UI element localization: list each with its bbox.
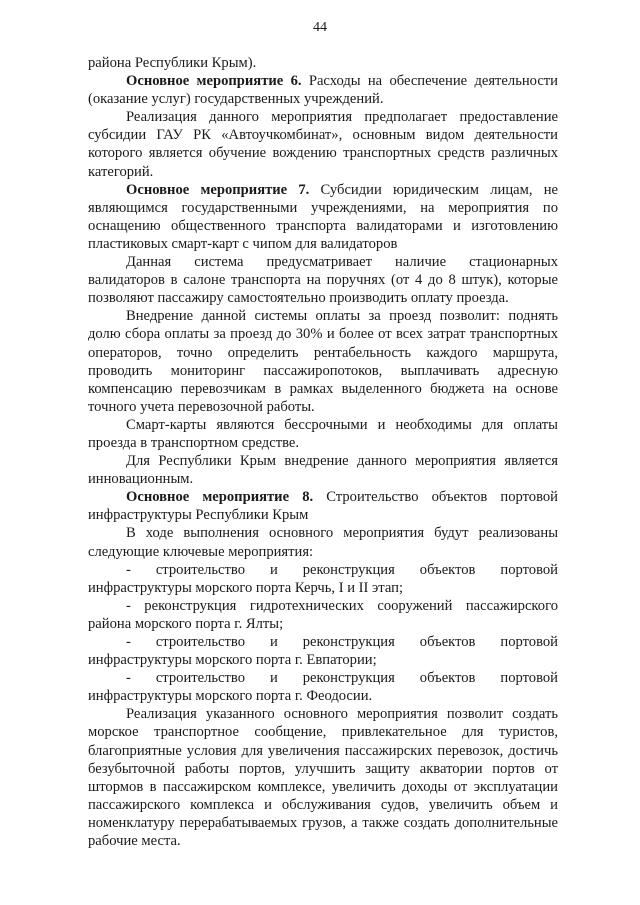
page-number: 44 <box>313 20 327 35</box>
paragraph-key-measures-intro <box>88 524 558 560</box>
paragraph-text: В ходе выполнения основного мероприятия будут реализованы следующие ключевые мероприятия: <box>88 525 558 560</box>
paragraph-text: района Республики Крым). <box>88 55 257 71</box>
paragraph-measure-7 <box>88 181 558 253</box>
list-item-text: - строительство и реконструкция объектов портовой инфраструктуры морского порта г. Евпатории; <box>88 634 558 669</box>
paragraph-subsidy-autoschool <box>88 108 558 180</box>
paragraph-text: Строительство объектов портовой инфраструктуры Республики Крым <box>88 489 558 524</box>
paragraph-system-benefits <box>88 307 558 416</box>
paragraph-validators <box>88 253 558 307</box>
paragraph-innovation <box>88 452 558 488</box>
document-body <box>88 54 558 850</box>
paragraph-measure-6 <box>88 72 558 108</box>
paragraph-text: Для Республики Крым внедрение данного мероприятия является инновационным. <box>88 453 558 488</box>
list-item-kerch <box>88 561 558 597</box>
list-item-text: - строительство и реконструкция объектов портовой инфраструктуры морского порта г. Феодосии. <box>88 670 558 705</box>
measure-heading: Основное мероприятие 6. <box>126 73 302 90</box>
paragraph-text: Внедрение данной системы оплаты за проезд позволит: поднять долю сбора оплаты за проезд до 30% и более от всех затрат транспортных операторов, точно определить рентабельность каждого маршрута, проводить мониторинг пассажиропотоков, выплачивать адресную компенсацию перевозчикам в рамках выделенного бюджета на основе точного учета перевозочной работы. <box>88 308 558 415</box>
list-item-text: - строительство и реконструкция объектов портовой инфраструктуры морского порта Керчь, I и II этап; <box>88 561 558 596</box>
paragraph-text: Реализация указанного основного мероприятия позволит создать морское транспортное сообщение, привлекательное для туристов, благоприятные условия для увеличения пассажирских перевозок, достичь безубыточной работы портов, улучшить защиту акватории портов от штормов в пассажирском комплексе, увеличить доходы от эксплуатации пассажирского комплекса и обслуживания судов, увеличить объем и номенклатуру перерабатываемых грузов, а также создать дополнительные рабочие места. <box>88 706 558 850</box>
paragraph-text: Реализация данного мероприятия предполагает предоставление субсидии ГАУ РК «Автоучкомбинат», основным видом деятельности которого является обучение вождению транспортных средств различных категорий. <box>88 109 558 180</box>
measure-heading: Основное мероприятие 7. <box>126 181 310 198</box>
paragraph-text: Расходы на обеспечение деятельности (оказание услуг) государственных учреждений. <box>88 73 558 108</box>
measure-heading: Основное мероприятие 8. <box>126 489 314 506</box>
paragraph-outcomes <box>88 705 558 850</box>
list-item-evpatoria <box>88 633 558 669</box>
list-item-yalta <box>88 597 558 633</box>
paragraph-continuation <box>88 54 558 72</box>
paragraph-text: Смарт-карты являются бессрочными и необходимы для оплаты проезда в транспортном средстве. <box>88 416 558 451</box>
list-item-text: - реконструкция гидротехнических сооружений пассажирского района морского порта г. Ялты; <box>88 597 558 632</box>
list-item-feodosia <box>88 669 558 705</box>
paragraph-text: Субсидии юридическим лицам, не являющимся государственными учреждениями, на мероприятия по оснащению общественного транспорта валидаторами и изготовлению пластиковых смарт-карт с чипом для валидаторов <box>88 181 558 252</box>
paragraph-text: Данная система предусматривает наличие стационарных валидаторов в салоне транспорта на поручнях (от 4 до 8 штук), которые позволяют пассажиру самостоятельно производить оплату проезда. <box>88 254 558 307</box>
paragraph-measure-8 <box>88 488 558 524</box>
paragraph-smart-cards <box>88 416 558 452</box>
